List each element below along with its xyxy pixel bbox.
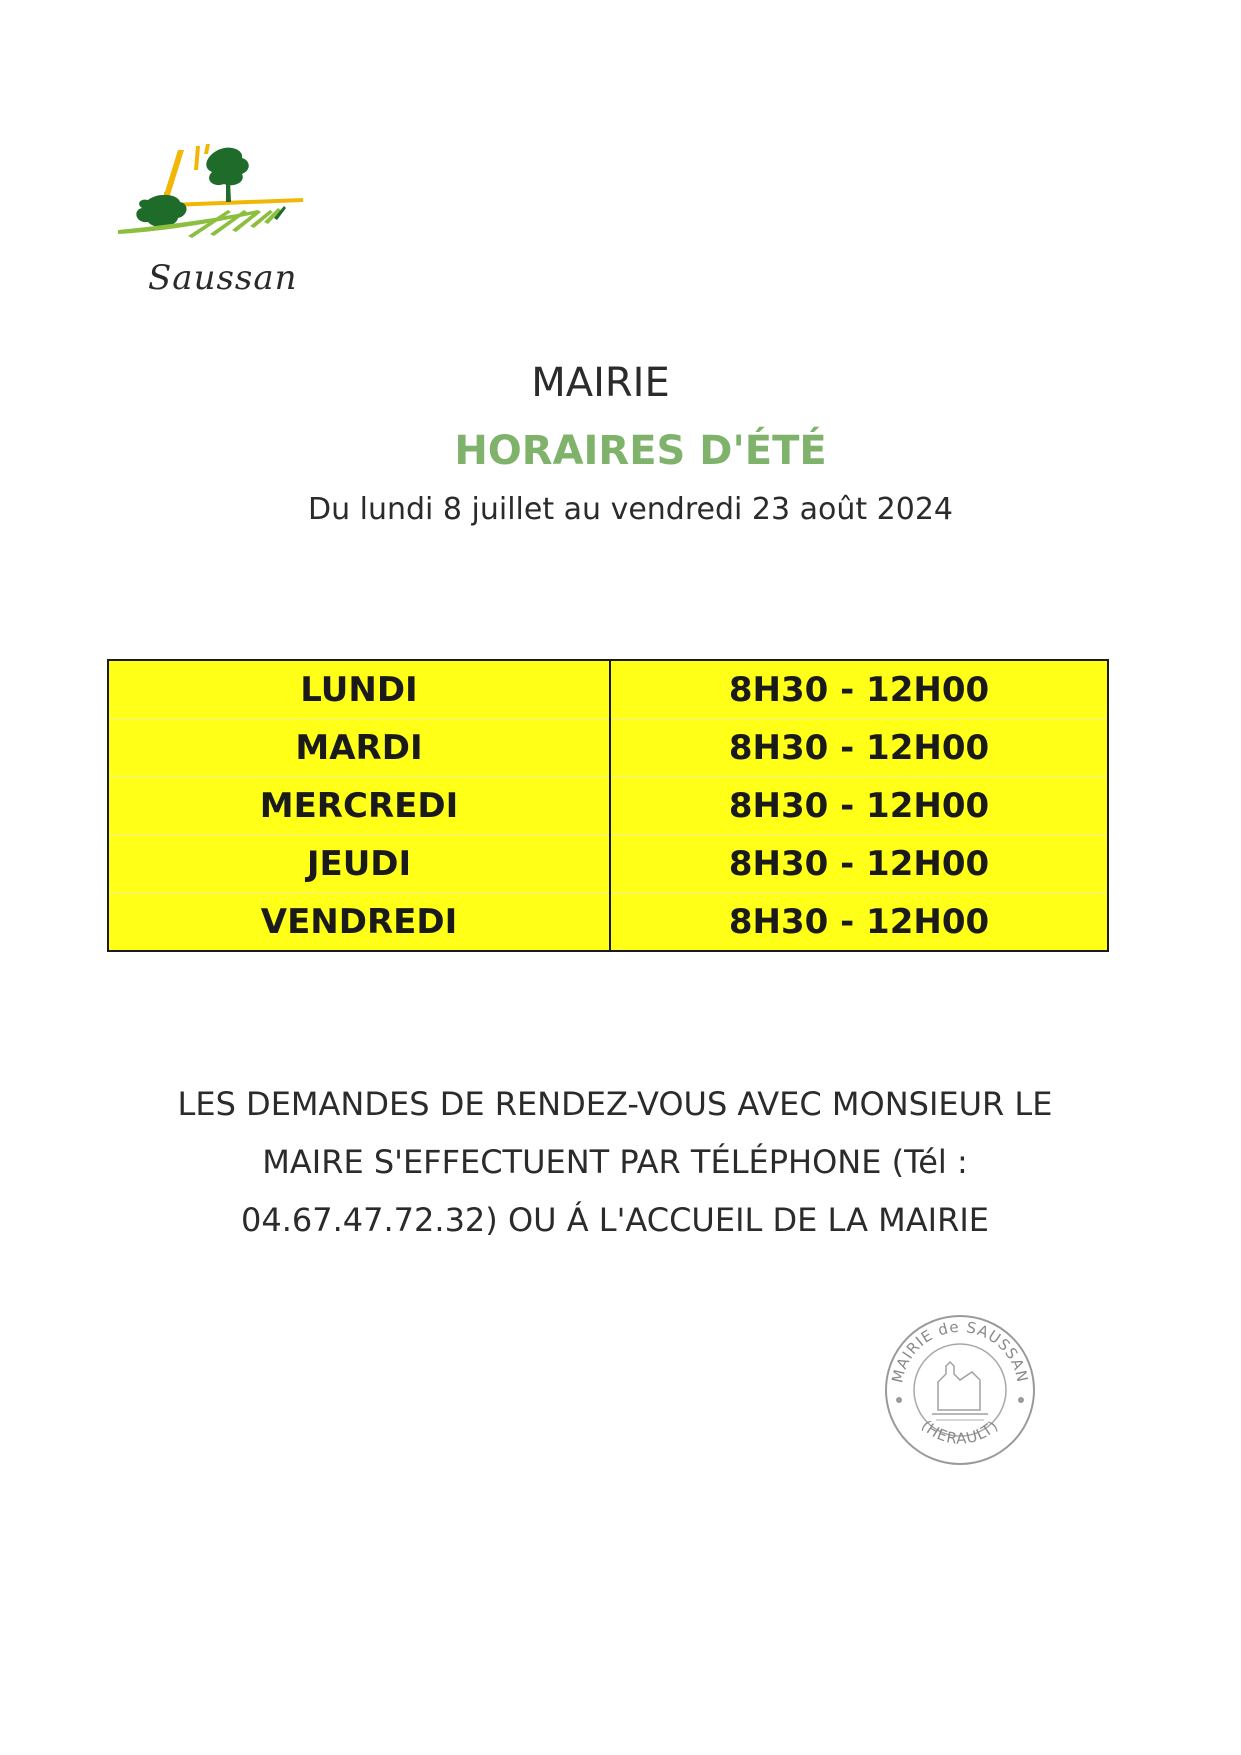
hours-cell: 8H30 - 12H00 — [610, 660, 1108, 719]
logo-town-name: Saussan — [148, 258, 298, 298]
hours-cell: 8H30 - 12H00 — [610, 777, 1108, 835]
hours-cell: 8H30 - 12H00 — [728, 901, 990, 942]
notice-line: 04.67.47.72.32) OU Á L'ACCUEIL DE LA MAIRIE — [241, 1201, 989, 1239]
notice-line: MAIRE S'EFFECTUENT PAR TÉLÉPHONE (Tél : — [262, 1143, 968, 1181]
schedule-table — [107, 659, 1109, 952]
official-seal — [880, 1310, 1040, 1470]
table-row — [108, 777, 1108, 835]
seal-bottom-text: (HERAULT) — [917, 1416, 1003, 1448]
day-cell: VENDREDI — [108, 893, 610, 952]
hours-cell: 8H30 - 12H00 — [610, 719, 1108, 777]
table-row — [108, 719, 1108, 777]
day-cell: JEUDI — [108, 835, 610, 893]
table-row — [108, 835, 1108, 893]
day-cell: MARDI — [108, 719, 610, 777]
table-row — [108, 893, 1108, 952]
page-subtitle: HORAIRES D'ÉTÉ — [454, 428, 827, 474]
page-title: MAIRIE — [531, 360, 670, 406]
saussan-logo — [118, 140, 348, 300]
saussan-logo-icon — [118, 140, 348, 260]
seal-top-text: MAIRIE de SAUSSAN — [888, 1317, 1032, 1385]
notice-line: LES DEMANDES DE RENDEZ-VOUS AVEC MONSIEUR LE — [177, 1085, 1053, 1123]
period-text: Du lundi 8 juillet au vendredi 23 août 2024 — [307, 492, 953, 527]
official-seal-icon — [880, 1310, 1040, 1470]
svg-text:MAIRIE de SAUSSAN — [888, 1318, 1031, 1385]
appointment-notice — [100, 1075, 1130, 1249]
day-cell: MERCREDI — [108, 777, 610, 835]
hours-cell: 8H30 - 12H00 — [610, 835, 1108, 893]
table-row — [108, 660, 1108, 719]
day-cell: LUNDI — [108, 660, 610, 719]
svg-text:(HERAULT) — [918, 1416, 1002, 1447]
